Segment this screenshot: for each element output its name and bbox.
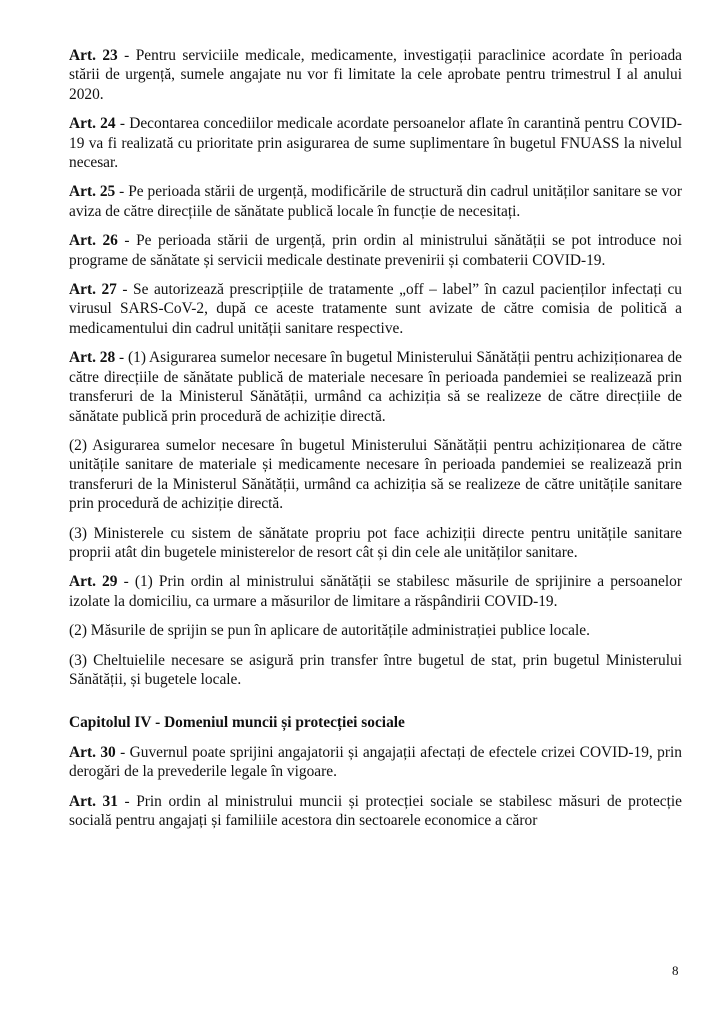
paragraph-text: (2) Măsurile de sprijin se pun în aplicare de autoritățile administrației publice locale. bbox=[69, 622, 590, 640]
document-body bbox=[69, 46, 682, 840]
article-label: Art. 27 bbox=[69, 281, 117, 299]
paragraph-text: (3) Cheltuielile necesare se asigură prin transfer între bugetul de stat, prin bugetul Ministerului Sănătății, și bugetele locale. bbox=[69, 651, 682, 688]
article-28-paragraph-3 bbox=[69, 524, 682, 563]
article-25 bbox=[69, 182, 682, 221]
article-text: - Prin ordin al ministrului muncii și protecției sociale se stabilesc măsuri de protecție socială pentru angajați și familiile acestora din sectoarele economice a căror bbox=[69, 792, 682, 829]
article-31 bbox=[69, 792, 682, 831]
article-26 bbox=[69, 231, 682, 270]
article-label: Art. 23 bbox=[69, 47, 118, 64]
article-29 bbox=[69, 572, 682, 611]
article-label: Art. 30 bbox=[69, 743, 116, 761]
article-label: Art. 28 bbox=[69, 349, 116, 367]
article-29-paragraph-2 bbox=[69, 621, 682, 640]
article-label: Art. 29 bbox=[69, 573, 118, 591]
article-23 bbox=[69, 46, 682, 104]
article-label: Art. 24 bbox=[69, 115, 116, 133]
paragraph-text: (3) Ministerele cu sistem de sănătate propriu pot face achiziții directe pentru unitățile sanitare proprii atât din bugetele ministerelor de resort cât și din cele ale unităților sanitare. bbox=[69, 524, 682, 561]
article-30 bbox=[69, 743, 682, 782]
article-text: - Pe perioada stării de urgență, prin ordin al ministrului sănătății se pot introduce noi programe de sănătate și servicii medicale destinate prevenirii și combaterii COVID-19. bbox=[69, 232, 682, 269]
article-text: - Se autorizează prescripțiile de tratamente „off – label” în cazul pacienților infectați cu virusul SARS-CoV-2, după ce aceste tratamente sunt avizate de către comisia de politică a medicamentului din cadrul unității sanitare respective. bbox=[69, 281, 682, 337]
article-text: - Pe perioada stării de urgență, modificările de structură din cadrul unităților sanitare se vor aviza de către direcțiile de sănătate publică locale în funcție de necesitați. bbox=[69, 183, 682, 220]
article-text: - (1) Prin ordin al ministrului sănătății se stabilesc măsurile de sprijinire a persoanelor izolate la domiciliu, ca urmare a măsurilor de limitare a răspândirii COVID-19. bbox=[69, 573, 682, 610]
article-label: Art. 31 bbox=[69, 792, 118, 810]
article-text: - (1) Asigurarea sumelor necesare în bugetul Ministerului Sănătății pentru achiziționarea de către direcțiile de sănătate publică de materiale necesare în perioada pandemiei se realizează prin transferuri de la Ministerul Sănătății, urmând ca achiziția să se realizeze de către direcțiile de sănătate publică prin procedură de achiziție directă. bbox=[69, 349, 682, 425]
chapter-heading: Capitolul IV - Domeniul muncii și protecției sociale bbox=[69, 714, 405, 732]
article-28 bbox=[69, 348, 682, 426]
article-text: - Decontarea concediilor medicale acordate persoanelor aflate în carantină pentru COVID-19 va fi realizată cu prioritate prin asigurarea de sume suplimentare în bugetul FNUASS la nivelul necesar. bbox=[69, 115, 682, 172]
article-24 bbox=[69, 114, 682, 172]
article-text: - Guvernul poate sprijini angajatorii și angajații afectați de efectele crizei COVID-19, prin derogări de la prevederile legale în vigoare. bbox=[69, 743, 682, 781]
article-text: - Pentru serviciile medicale, medicamente, investigații paraclinice acordate în perioada stării de urgență, sumele angajate nu vor fi limitate la cele aprobate pentru trimestrul I al anului 2020. bbox=[69, 47, 682, 103]
article-28-paragraph-2 bbox=[69, 436, 682, 514]
article-label: Art. 26 bbox=[69, 232, 118, 250]
paragraph-text: (2) Asigurarea sumelor necesare în bugetul Ministerului Sănătății pentru achiziționarea de către unitățile sanitare de materiale și medicamente necesare în perioada pandemiei se realizează prin transferuri de la Ministerul Sănătății, urmând ca achiziția să se realizeze de către unitățile sanitare prin procedură de achiziție directă. bbox=[69, 436, 682, 513]
article-29-paragraph-3 bbox=[69, 651, 682, 690]
page-number: 8 bbox=[672, 963, 679, 978]
article-27 bbox=[69, 280, 682, 338]
article-label: Art. 25 bbox=[69, 183, 116, 201]
